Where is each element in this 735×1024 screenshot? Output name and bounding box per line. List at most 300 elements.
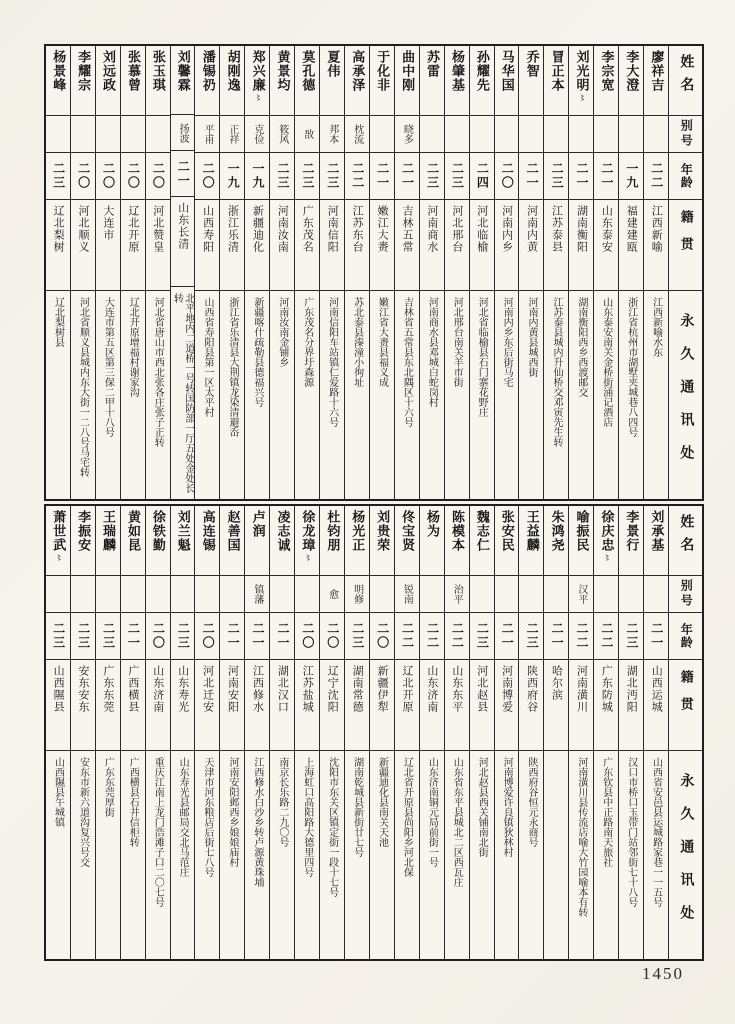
person-age: 二二 <box>420 613 444 660</box>
entry-column <box>593 506 618 959</box>
entry-column <box>70 46 95 499</box>
person-age: 一九 <box>619 153 643 200</box>
person-origin: 吉林五常 <box>395 200 419 291</box>
person-alias <box>171 576 195 613</box>
person-name-cell <box>46 506 70 576</box>
person-name-cell <box>569 46 593 116</box>
person-alias <box>295 576 319 613</box>
person-name: 黄景均 <box>275 50 291 92</box>
person-name-cell <box>320 46 344 116</box>
entry-column <box>170 506 195 959</box>
person-age: 二二 <box>594 613 618 660</box>
person-age: 二一 <box>245 613 269 660</box>
person-name-cell <box>71 46 95 116</box>
person-origin: 浙江乐清 <box>220 200 244 291</box>
person-name: 李耀宗 <box>76 50 92 92</box>
person-alias <box>519 576 543 613</box>
person-origin: 广西横县 <box>121 660 145 751</box>
person-name: 曲中刚 <box>400 50 416 92</box>
person-age: 二〇 <box>195 613 219 660</box>
person-name-cell <box>644 506 668 576</box>
entry-column <box>618 506 643 959</box>
person-address: 浙江省乐清县大荆镇龙染清避岙 <box>226 297 238 437</box>
person-age: 二一 <box>594 153 618 200</box>
person-name: 王瑞麟 <box>101 510 117 552</box>
person-name: 刘贵荣 <box>375 510 391 552</box>
person-alias <box>619 116 643 153</box>
person-age: 二一 <box>370 153 394 200</box>
entry-column <box>394 46 419 499</box>
person-name: 杨为 <box>425 510 441 538</box>
person-alias <box>495 576 519 613</box>
person-age: 二三 <box>544 153 568 200</box>
person-age: 二一 <box>519 153 543 200</box>
person-origin: 江苏盐城 <box>295 660 319 751</box>
person-name: 李振安 <box>76 510 92 552</box>
person-alias: 镇藩 <box>245 576 269 613</box>
person-address: 湖南乾城县新街廿七号 <box>351 757 363 857</box>
person-name: 喻振民 <box>574 510 590 552</box>
person-alias <box>46 576 70 613</box>
person-name-cell <box>420 506 444 576</box>
person-name: 夏伟 <box>325 50 341 78</box>
person-name-cell <box>445 506 469 576</box>
person-address: 江苏泰县城内升仙桥交邓寅先生转 <box>550 297 562 447</box>
person-name: 乔智 <box>524 50 540 78</box>
entry-column <box>244 46 269 499</box>
person-alias <box>519 116 543 153</box>
person-origin: 福建建瓯 <box>619 200 643 291</box>
person-name: 高连锡 <box>200 510 216 552</box>
person-origin: 河北赞皇 <box>146 200 170 291</box>
person-age: 二三 <box>320 153 344 200</box>
person-name-cell <box>270 506 294 576</box>
person-address: 沈阳市东关区镇定街一段十七号 <box>326 757 338 897</box>
person-name: 凌志诚 <box>275 510 291 552</box>
person-name-cell <box>420 46 444 116</box>
person-alias <box>445 116 469 153</box>
directory-table-bottom <box>44 504 704 961</box>
person-name: 王益麟 <box>524 510 540 552</box>
person-name-cell <box>495 506 519 576</box>
person-age: 二三 <box>71 613 95 660</box>
person-origin: 湖北汉口 <box>270 660 294 751</box>
person-name-cell <box>295 506 319 576</box>
person-alias: 扬波 <box>171 115 195 151</box>
person-age: 二三 <box>295 153 319 200</box>
name-note-mark: 〻 <box>603 554 612 562</box>
person-origin: 陕西府谷 <box>519 660 543 751</box>
person-age: 二四 <box>470 153 494 200</box>
person-name: 张玉琪 <box>150 50 166 92</box>
person-name: 胡刚逸 <box>225 50 241 92</box>
person-origin: 大连市 <box>96 200 120 291</box>
person-origin: 山西运城 <box>644 660 668 751</box>
person-name-cell <box>370 46 394 116</box>
person-address: 山西省寿阳县第一区太平村 <box>202 297 214 417</box>
person-name: 佟宝贤 <box>400 510 416 552</box>
person-address: 河南商水县邓城白蛇岗村 <box>426 297 438 407</box>
person-alias: 晓多 <box>395 116 419 153</box>
person-alias <box>46 116 70 153</box>
person-origin: 辽宁沈阳 <box>320 660 344 751</box>
entry-column <box>643 506 668 959</box>
person-name-cell <box>96 46 120 116</box>
person-name-cell <box>619 46 643 116</box>
entry-column <box>369 46 394 499</box>
person-age: 二〇 <box>146 613 170 660</box>
person-origin: 山东济南 <box>420 660 444 751</box>
entry-column <box>219 46 244 499</box>
header-age: 年龄 <box>669 153 702 200</box>
person-origin: 河北临榆 <box>470 200 494 291</box>
entry-column <box>494 46 519 499</box>
person-name-cell <box>569 506 593 576</box>
person-origin: 河南汝南 <box>270 200 294 291</box>
person-alias <box>594 116 618 153</box>
page-number: 1450 <box>642 964 684 983</box>
entry-column <box>344 506 369 959</box>
person-origin: 河南商水 <box>420 200 444 291</box>
person-name-cell <box>594 46 618 116</box>
header-alias: 别号 <box>669 576 702 613</box>
person-alias <box>195 576 219 613</box>
person-address: 河南信阳车站镇仁爱路十六号 <box>326 297 338 427</box>
person-name: 杨光正 <box>350 510 366 552</box>
person-age: 二二 <box>395 613 419 660</box>
person-address: 新疆喀什疏勒县德福兴号 <box>251 297 263 407</box>
entry-column <box>269 506 294 959</box>
person-origin: 河北邢台 <box>445 200 469 291</box>
person-age: 二一 <box>270 613 294 660</box>
person-address: 辽北梨树县 <box>52 297 64 347</box>
person-age: 一九 <box>220 153 244 200</box>
person-address: 江西修水白沙乡转卢源黄珠埔 <box>251 757 263 887</box>
person-name: 徐龙璋 <box>300 510 316 552</box>
person-origin: 广东茂名 <box>295 200 319 291</box>
person-age: 二三 <box>619 613 643 660</box>
person-origin: 河北赵县 <box>470 660 494 751</box>
person-origin: 湖南衡阳 <box>569 200 593 291</box>
person-origin: 山西寿阳 <box>195 200 219 291</box>
person-address: 苏北泰县溱潼小徇址 <box>351 297 363 387</box>
person-address: 山西隰县午城镇 <box>52 757 64 827</box>
directory-table-top <box>44 44 704 501</box>
person-name: 潘锡礽 <box>200 50 216 92</box>
person-origin: 湖南常德 <box>345 660 369 751</box>
person-age: 二三 <box>46 153 70 200</box>
person-name: 于化非 <box>375 50 391 92</box>
person-age: 二三 <box>345 613 369 660</box>
person-name: 李景行 <box>624 510 640 552</box>
person-address: 河南博爱许良镇狄林村 <box>501 757 513 857</box>
person-age: 二三 <box>171 613 195 660</box>
person-name-cell <box>345 46 369 116</box>
person-address: 江西新喻水东 <box>650 297 662 357</box>
person-alias: 枕流 <box>345 116 369 153</box>
person-name-cell <box>270 46 294 116</box>
entry-column <box>46 506 70 959</box>
person-alias <box>644 576 668 613</box>
entry-column <box>618 46 643 499</box>
person-name-cell <box>519 506 543 576</box>
person-name-cell <box>594 506 618 576</box>
person-age: 一九 <box>245 153 269 200</box>
entry-column <box>319 506 344 959</box>
entry-column <box>444 506 469 959</box>
person-address: 山东泰安南关金桥街涌记酒店 <box>600 297 612 427</box>
person-name: 朱鸿尧 <box>549 510 565 552</box>
person-name: 陈模本 <box>449 510 465 552</box>
person-origin: 嫩江大赉 <box>370 200 394 291</box>
entry-column <box>294 46 319 499</box>
person-address: 河北省唐山市西北张各庄张子正转 <box>152 297 164 447</box>
person-age: 二三 <box>270 153 294 200</box>
person-name-cell <box>146 506 170 576</box>
entry-column <box>444 46 469 499</box>
person-alias <box>270 576 294 613</box>
person-name-cell <box>195 46 219 116</box>
person-name: 赵善国 <box>225 510 241 552</box>
person-alias: 克俭 <box>245 116 269 153</box>
person-alias <box>544 116 568 153</box>
entry-column <box>643 46 668 499</box>
person-name: 廖祥吉 <box>649 50 665 92</box>
person-origin: 河南博爱 <box>495 660 519 751</box>
person-alias: 正祥 <box>220 116 244 153</box>
person-alias: 敔 <box>295 116 319 153</box>
person-name-cell <box>370 506 394 576</box>
person-alias <box>420 576 444 613</box>
person-age: 二〇 <box>146 153 170 200</box>
entry-column <box>469 506 494 959</box>
entry-column <box>120 506 145 959</box>
entry-column <box>369 506 394 959</box>
person-name-cell <box>171 46 195 115</box>
person-address: 河北邢台南关羊市街 <box>451 297 463 387</box>
person-name: 孙耀先 <box>474 50 490 92</box>
person-age: 二一 <box>544 613 568 660</box>
person-age: 二一 <box>395 153 419 200</box>
person-name: 马华国 <box>499 50 515 92</box>
person-address: 山东寿光县邮局交北马范庄 <box>177 757 189 877</box>
person-origin: 哈尔滨 <box>544 660 568 751</box>
person-origin: 河南信阳 <box>320 200 344 291</box>
header-name: 姓名 <box>669 506 702 576</box>
person-origin: 安东安东 <box>71 660 95 751</box>
person-origin: 山东泰安 <box>594 200 618 291</box>
person-origin: 山西隰县 <box>46 660 70 751</box>
person-origin: 河南内黄 <box>519 200 543 291</box>
person-origin: 江苏东台 <box>345 200 369 291</box>
person-name: 杨景峰 <box>51 50 67 92</box>
entry-column <box>194 506 219 959</box>
person-name-cell <box>395 46 419 116</box>
entry-column <box>170 46 195 499</box>
person-age: 二三 <box>46 613 70 660</box>
entry-column <box>120 46 145 499</box>
person-name: 张安民 <box>499 510 515 552</box>
person-alias <box>470 576 494 613</box>
person-alias <box>569 116 593 153</box>
person-name-cell <box>220 506 244 576</box>
person-name: 杜钧朋 <box>325 510 341 552</box>
person-alias: 筱风 <box>270 116 294 153</box>
header-column <box>668 506 702 959</box>
entry-column <box>494 506 519 959</box>
entry-column <box>344 46 369 499</box>
person-name-cell <box>71 506 95 576</box>
header-address: 永久通讯处 <box>678 772 694 938</box>
person-age: 二三 <box>420 153 444 200</box>
person-address: 河南安阳邺西乡娘娘庙村 <box>226 757 238 867</box>
header-column <box>668 46 702 499</box>
person-address: 河南内乡东后街马宅 <box>501 297 513 387</box>
person-age: 二二 <box>644 153 668 200</box>
person-origin: 江苏泰县 <box>544 200 568 291</box>
person-address: 上海虹口高阳路大德里四号 <box>301 757 313 877</box>
person-address: 河北省顺义县城内东大街一二八号马宅转 <box>77 297 89 477</box>
header-age: 年龄 <box>669 613 702 660</box>
person-name: 刘光明 <box>574 50 590 92</box>
person-name: 刘馨霖 <box>175 50 191 92</box>
person-alias <box>370 576 394 613</box>
name-note-mark: 〻 <box>304 554 313 562</box>
entry-column <box>419 506 444 959</box>
entry-column <box>145 46 170 499</box>
name-note-mark: 〻 <box>54 554 63 562</box>
person-address: 河南潢川县传流店喻大竹园喻本有转 <box>575 757 587 917</box>
entry-column <box>568 506 593 959</box>
person-age: 二一 <box>171 151 195 197</box>
person-name: 黄如昆 <box>125 510 141 552</box>
person-name-cell <box>245 506 269 576</box>
person-age: 二一 <box>495 613 519 660</box>
person-origin: 河南潢川 <box>569 660 593 751</box>
person-name: 李宗宽 <box>599 50 615 92</box>
person-alias <box>644 116 668 153</box>
person-alias <box>619 576 643 613</box>
person-alias <box>544 576 568 613</box>
person-alias <box>96 576 120 613</box>
person-origin: 山东长清 <box>171 197 195 286</box>
person-address: 广西横县石井信柜转 <box>127 757 139 847</box>
person-name-cell <box>470 506 494 576</box>
person-origin: 辽北开原 <box>395 660 419 751</box>
person-name: 李大澄 <box>624 50 640 92</box>
name-note-mark: 〻 <box>578 94 587 102</box>
person-name-cell <box>544 46 568 116</box>
entry-column <box>394 506 419 959</box>
person-age: 二〇 <box>96 153 120 200</box>
person-name: 萧世武 <box>51 510 67 552</box>
person-name: 魏志仁 <box>474 510 490 552</box>
header-origin: 籍贯 <box>669 660 702 751</box>
person-address: 重庆江南上龙门浩滩子口二〇七号 <box>152 757 164 907</box>
person-origin: 新疆迪化 <box>245 200 269 291</box>
person-address: 山东济南铜元局前街一号 <box>426 757 438 867</box>
person-age: 二二 <box>345 153 369 200</box>
person-address: 嫩江省大赉县福义成 <box>376 297 388 387</box>
person-name: 徐庆忠 <box>599 510 615 552</box>
entry-column <box>469 46 494 499</box>
person-origin: 山东济南 <box>146 660 170 751</box>
person-address: 汉口市桥口玉带门站邻街七十八号 <box>625 757 637 907</box>
entry-column <box>419 46 444 499</box>
person-origin: 河南安阳 <box>220 660 244 751</box>
person-age: 二〇 <box>495 153 519 200</box>
person-name: 卢润 <box>250 510 266 538</box>
person-name: 杨肇基 <box>449 50 465 92</box>
entry-column <box>145 506 170 959</box>
entry-column <box>593 46 618 499</box>
person-address: 山西省安邑县运城路家巷一一五号 <box>650 757 662 907</box>
person-age: 二〇 <box>71 153 95 200</box>
person-age: 二一 <box>569 153 593 200</box>
entry-column <box>269 46 294 499</box>
person-name-cell <box>245 46 269 116</box>
person-age: 二三 <box>470 613 494 660</box>
person-name-cell <box>644 46 668 116</box>
person-age: 二〇 <box>370 613 394 660</box>
person-age: 二〇 <box>295 613 319 660</box>
person-age: 二一 <box>220 613 244 660</box>
person-name-cell <box>320 506 344 576</box>
person-alias <box>71 576 95 613</box>
entry-column <box>543 506 568 959</box>
person-address: 广东茂名分界圩森源 <box>301 297 313 387</box>
person-age: 二三 <box>445 153 469 200</box>
person-alias <box>121 576 145 613</box>
person-alias: 邦本 <box>320 116 344 153</box>
person-address: 河北省临榆县石门寨花野庄 <box>476 297 488 417</box>
person-address: 天津市河东粮店后街七八号 <box>202 757 214 877</box>
person-address: 辽北省开原县尚阳乡河北保 <box>401 757 413 877</box>
person-name-cell <box>121 506 145 576</box>
person-name-cell <box>146 46 170 116</box>
person-name-cell <box>470 46 494 116</box>
person-address: 河南内黄县城西街 <box>526 297 538 377</box>
person-address: 山东省东平县城北二区西瓦庄 <box>451 757 463 887</box>
entry-column <box>518 46 543 499</box>
entry-column <box>543 46 568 499</box>
person-address <box>544 751 568 959</box>
person-alias: 愈 <box>320 576 344 613</box>
person-name-cell <box>220 46 244 116</box>
person-age: 二一 <box>121 613 145 660</box>
entry-column <box>568 46 593 499</box>
person-address: 河北赵县西关铺南北街 <box>476 757 488 857</box>
person-address: 安东市新六道沟复兴号交 <box>77 757 89 867</box>
person-address: 吉林省五常县东北隅区十六号 <box>401 297 413 427</box>
person-name-cell <box>345 506 369 576</box>
person-address: 辽北开原增福村谢家沟 <box>127 297 139 397</box>
person-origin: 河南内乡 <box>495 200 519 291</box>
person-origin: 江西新喻 <box>644 200 668 291</box>
person-origin: 山东寿光 <box>171 660 195 751</box>
person-age: 二〇 <box>320 613 344 660</box>
person-alias <box>146 116 170 153</box>
person-origin: 广东东莞 <box>96 660 120 751</box>
entry-column <box>518 506 543 959</box>
entry-column <box>46 46 70 499</box>
person-alias <box>220 576 244 613</box>
person-address: 河南汝南金铺乡 <box>276 297 288 367</box>
person-name-cell <box>495 46 519 116</box>
header-address: 永久通讯处 <box>678 312 694 478</box>
person-age: 二二 <box>445 613 469 660</box>
person-name-cell <box>195 506 219 576</box>
